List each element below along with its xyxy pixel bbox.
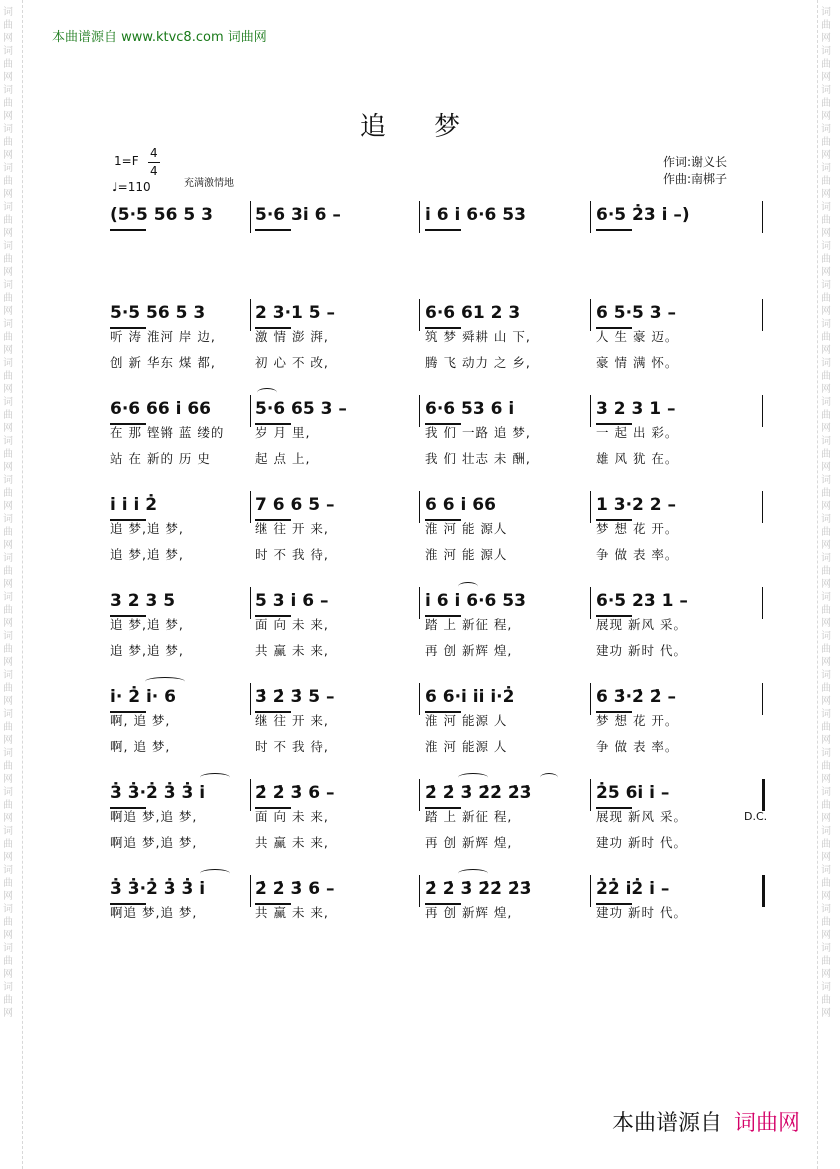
lyric-text: 展现 新风 采。 <box>596 617 687 632</box>
lyric-text: 啊, 追 梦, <box>110 739 171 754</box>
lyric-text: 岁 月 里, <box>255 425 311 440</box>
measure-notes: 6·6 53 6 i <box>425 399 515 419</box>
bar-line <box>419 299 420 331</box>
lyric-text: 面 向 未 来, <box>255 809 329 824</box>
slur-mark <box>458 582 478 591</box>
bar-line <box>419 683 420 715</box>
tempo-mark: ♩=110 <box>112 180 151 194</box>
lyric-text: 建功 新时 代。 <box>596 905 687 920</box>
lyric-text: 创 新 华东 煤 都, <box>110 355 216 370</box>
slur-mark <box>200 869 230 878</box>
lyric-text: 雄 风 犹 在。 <box>596 451 679 466</box>
measure-notes: i 6 i 6·6 53 <box>425 591 526 611</box>
measure-notes: 2 3·1 5 – <box>255 303 336 323</box>
lyric-text: 追 梦,追 梦, <box>110 643 184 658</box>
lyric-text: 争 做 表 率。 <box>596 739 679 754</box>
bar-line <box>250 299 251 331</box>
lyric-text: 在 那 铿锵 蓝 缕的 <box>110 425 225 440</box>
lyric-text: 啊追 梦,追 梦, <box>110 835 198 850</box>
bar-line <box>762 683 763 715</box>
bar-line <box>419 395 420 427</box>
lyric-text: 共 赢 未 来, <box>255 643 329 658</box>
lyric-text: 再 创 新辉 煌, <box>425 905 513 920</box>
measure-notes: 6 3̇·2̇ 2̇ – <box>596 687 677 707</box>
slur-mark <box>458 773 488 782</box>
bar-line <box>590 395 591 427</box>
measure-notes: 6·6 66 i 66 <box>110 399 212 419</box>
lyric-text: 面 向 未 来, <box>255 617 329 632</box>
bar-line <box>590 491 591 523</box>
measure-notes: 2̇ 2̇ 3̇ 2̇2̇ 2̇3̇ <box>425 879 532 899</box>
bar-line <box>419 491 420 523</box>
lyric-text: 建功 新时 代。 <box>596 835 687 850</box>
time-signature-top: 4 <box>150 146 158 160</box>
measure-notes: 6·5 23 1 – <box>596 591 688 611</box>
measure-notes: (5·5 56 5 3 <box>110 205 213 225</box>
lyricist: 作词:谢义长 <box>663 155 728 169</box>
lyric-text: 淮 河 能 源人 <box>425 547 508 562</box>
bar-line <box>419 779 420 811</box>
time-signature-bottom: 4 <box>150 164 158 178</box>
dc-mark: D.C. <box>744 810 768 823</box>
bar-line <box>250 587 251 619</box>
measure-notes: 1 3·2 2 – <box>596 495 677 515</box>
lyric-text: 争 做 表 率。 <box>596 547 679 562</box>
beam-underline <box>596 229 632 231</box>
measure-notes: 7 6 6 5 – <box>255 495 335 515</box>
bar-line <box>590 683 591 715</box>
measure-notes: i 6 i 6·6 53 <box>425 205 526 225</box>
lyric-text: 梦 想 花 开。 <box>596 521 679 536</box>
bar-line <box>762 491 763 523</box>
bar-line <box>419 587 420 619</box>
brand-text: 本曲谱源自 <box>611 1111 722 1136</box>
measure-notes: 2̇5 6i i – <box>596 783 670 803</box>
lyric-text: 听 涛 淮河 岸 边, <box>110 329 216 344</box>
time-signature-line <box>148 162 160 163</box>
source-line: 本曲谱源自 www.ktvc8.com 词曲网 <box>52 30 267 45</box>
measure-notes: 2̇ 2̇ 3̇ 6 – <box>255 879 335 899</box>
bar-line <box>590 587 591 619</box>
measure-notes: 5 3 i 6 – <box>255 591 329 611</box>
lyric-text: 起 点 上, <box>255 451 311 466</box>
measure-notes: 6 6·i ii i·2̇ <box>425 687 515 707</box>
lyric-text: 淮 河 能 源人 <box>425 521 508 536</box>
bar-line <box>250 779 251 811</box>
lyric-text: 淮 河 能源 人 <box>425 713 508 728</box>
bar-line <box>250 491 251 523</box>
lyric-text: 展现 新风 采。 <box>596 809 687 824</box>
bar-line <box>762 587 763 619</box>
right-watermark-strip <box>817 0 840 1169</box>
measure-notes: 2̇ 2̇ 3̇ 2̇2̇ 2̇3̇ <box>425 783 532 803</box>
bar-line <box>250 683 251 715</box>
lyric-text: 建功 新时 代。 <box>596 643 687 658</box>
left-watermark-text: 词曲网词曲网词曲网词曲网词曲网词曲网词曲网词曲网词曲网词曲网词曲网词曲网词曲网词曲网词曲网词曲网词曲网词曲网词曲网词曲网词曲网词曲网词曲网词曲网词曲网词曲网 <box>3 7 13 1019</box>
bar-line <box>250 395 251 427</box>
measure-notes: i i i 2̇ <box>110 495 158 515</box>
brand-footer <box>612 1106 800 1137</box>
bar-line <box>250 875 251 907</box>
lyric-text: 继 往 开 来, <box>255 713 329 728</box>
bar-line <box>762 201 763 233</box>
measure-notes: 2̇ 2̇ 3̇ 6 – <box>255 783 335 803</box>
lyric-text: 我 们 壮志 未 酬, <box>425 451 531 466</box>
right-watermark-text: 词曲网词曲网词曲网词曲网词曲网词曲网词曲网词曲网词曲网词曲网词曲网词曲网词曲网词曲网词曲网词曲网词曲网词曲网词曲网词曲网词曲网词曲网词曲网词曲网词曲网词曲网 <box>821 7 831 1019</box>
expression-mark: 充满激情地 <box>184 178 234 189</box>
lyric-text: 追 梦,追 梦, <box>110 547 184 562</box>
bar-line <box>590 299 591 331</box>
key-signature: 1=F <box>114 154 139 168</box>
lyric-text: 筑 梦 舜耕 山 下, <box>425 329 531 344</box>
lyric-text: 追 梦,追 梦, <box>110 617 184 632</box>
lyric-text: 再 创 新辉 煌, <box>425 835 513 850</box>
lyric-text: 豪 情 满 怀。 <box>596 355 679 370</box>
bar-line <box>762 875 765 907</box>
lyric-text: 踏 上 新征 程, <box>425 617 513 632</box>
measure-notes: 6 6 i 66 <box>425 495 496 515</box>
slur-mark <box>458 869 488 878</box>
bar-line <box>250 201 251 233</box>
lyric-text: 共 赢 未 来, <box>255 835 329 850</box>
measure-notes: i· 2̇ i· 6 <box>110 687 176 707</box>
lyric-text: 人 生 豪 迈。 <box>596 329 679 344</box>
left-watermark-strip <box>0 0 23 1169</box>
lyric-text: 啊, 追 梦, <box>110 713 171 728</box>
lyric-text: 梦 想 花 开。 <box>596 713 679 728</box>
lyric-text: 一 起 出 彩。 <box>596 425 679 440</box>
brand-logo-text: 词曲网 <box>733 1111 800 1136</box>
lyric-text: 继 往 开 来, <box>255 521 329 536</box>
bar-line <box>419 201 420 233</box>
slur-mark <box>257 388 277 397</box>
lyric-text: 激 情 澎 湃, <box>255 329 329 344</box>
lyric-text: 我 们 一路 追 梦, <box>425 425 531 440</box>
measure-notes: 3̇ 2̇ 3̇ 5 – <box>255 687 335 707</box>
song-title: 追 梦 <box>359 112 481 142</box>
measure-notes: 5·6 65 3 – <box>255 399 347 419</box>
bar-line <box>762 299 763 331</box>
slur-mark <box>200 773 230 782</box>
lyric-text: 啊追 梦,追 梦, <box>110 809 198 824</box>
measure-notes: 6·5 2̇3 i –) <box>596 205 690 225</box>
bar-line <box>762 779 765 811</box>
lyric-text: 时 不 我 待, <box>255 547 329 562</box>
measure-notes: 5·6 3i 6 – <box>255 205 341 225</box>
measure-notes: 3 2 3 1 – <box>596 399 676 419</box>
lyric-text: 淮 河 能源 人 <box>425 739 508 754</box>
measure-notes: 3̇ 3̇·2̇ 3̇ 3̇ i <box>110 879 206 899</box>
measure-notes: 6 5·5 3 – <box>596 303 677 323</box>
slur-mark <box>540 773 558 782</box>
beam-underline <box>110 229 146 231</box>
lyric-text: 时 不 我 待, <box>255 739 329 754</box>
lyric-text: 腾 飞 动力 之 乡, <box>425 355 531 370</box>
lyric-text: 站 在 新的 历 史 <box>110 451 211 466</box>
measure-notes: 6·6 61 2 3 <box>425 303 521 323</box>
slur-mark <box>145 677 185 686</box>
measure-notes: 5·5 56 5 3 <box>110 303 206 323</box>
measure-notes: 3̇ 3̇·2̇ 3̇ 3̇ i <box>110 783 206 803</box>
bar-line <box>590 875 591 907</box>
composer: 作曲:南梆子 <box>663 172 728 186</box>
bar-line <box>762 395 763 427</box>
lyric-text: 追 梦,追 梦, <box>110 521 184 536</box>
beam-underline <box>425 229 461 231</box>
lyric-text: 初 心 不 改, <box>255 355 329 370</box>
beam-underline <box>255 229 291 231</box>
bar-line <box>590 201 591 233</box>
bar-line <box>590 779 591 811</box>
lyric-text: 啊追 梦,追 梦, <box>110 905 198 920</box>
lyric-text: 再 创 新辉 煌, <box>425 643 513 658</box>
bar-line <box>419 875 420 907</box>
lyric-text: 踏 上 新征 程, <box>425 809 513 824</box>
measure-notes: 2̇2̇ i2̇ i – <box>596 879 670 899</box>
measure-notes: 3 2 3 5 <box>110 591 176 611</box>
lyric-text: 共 赢 未 来, <box>255 905 329 920</box>
